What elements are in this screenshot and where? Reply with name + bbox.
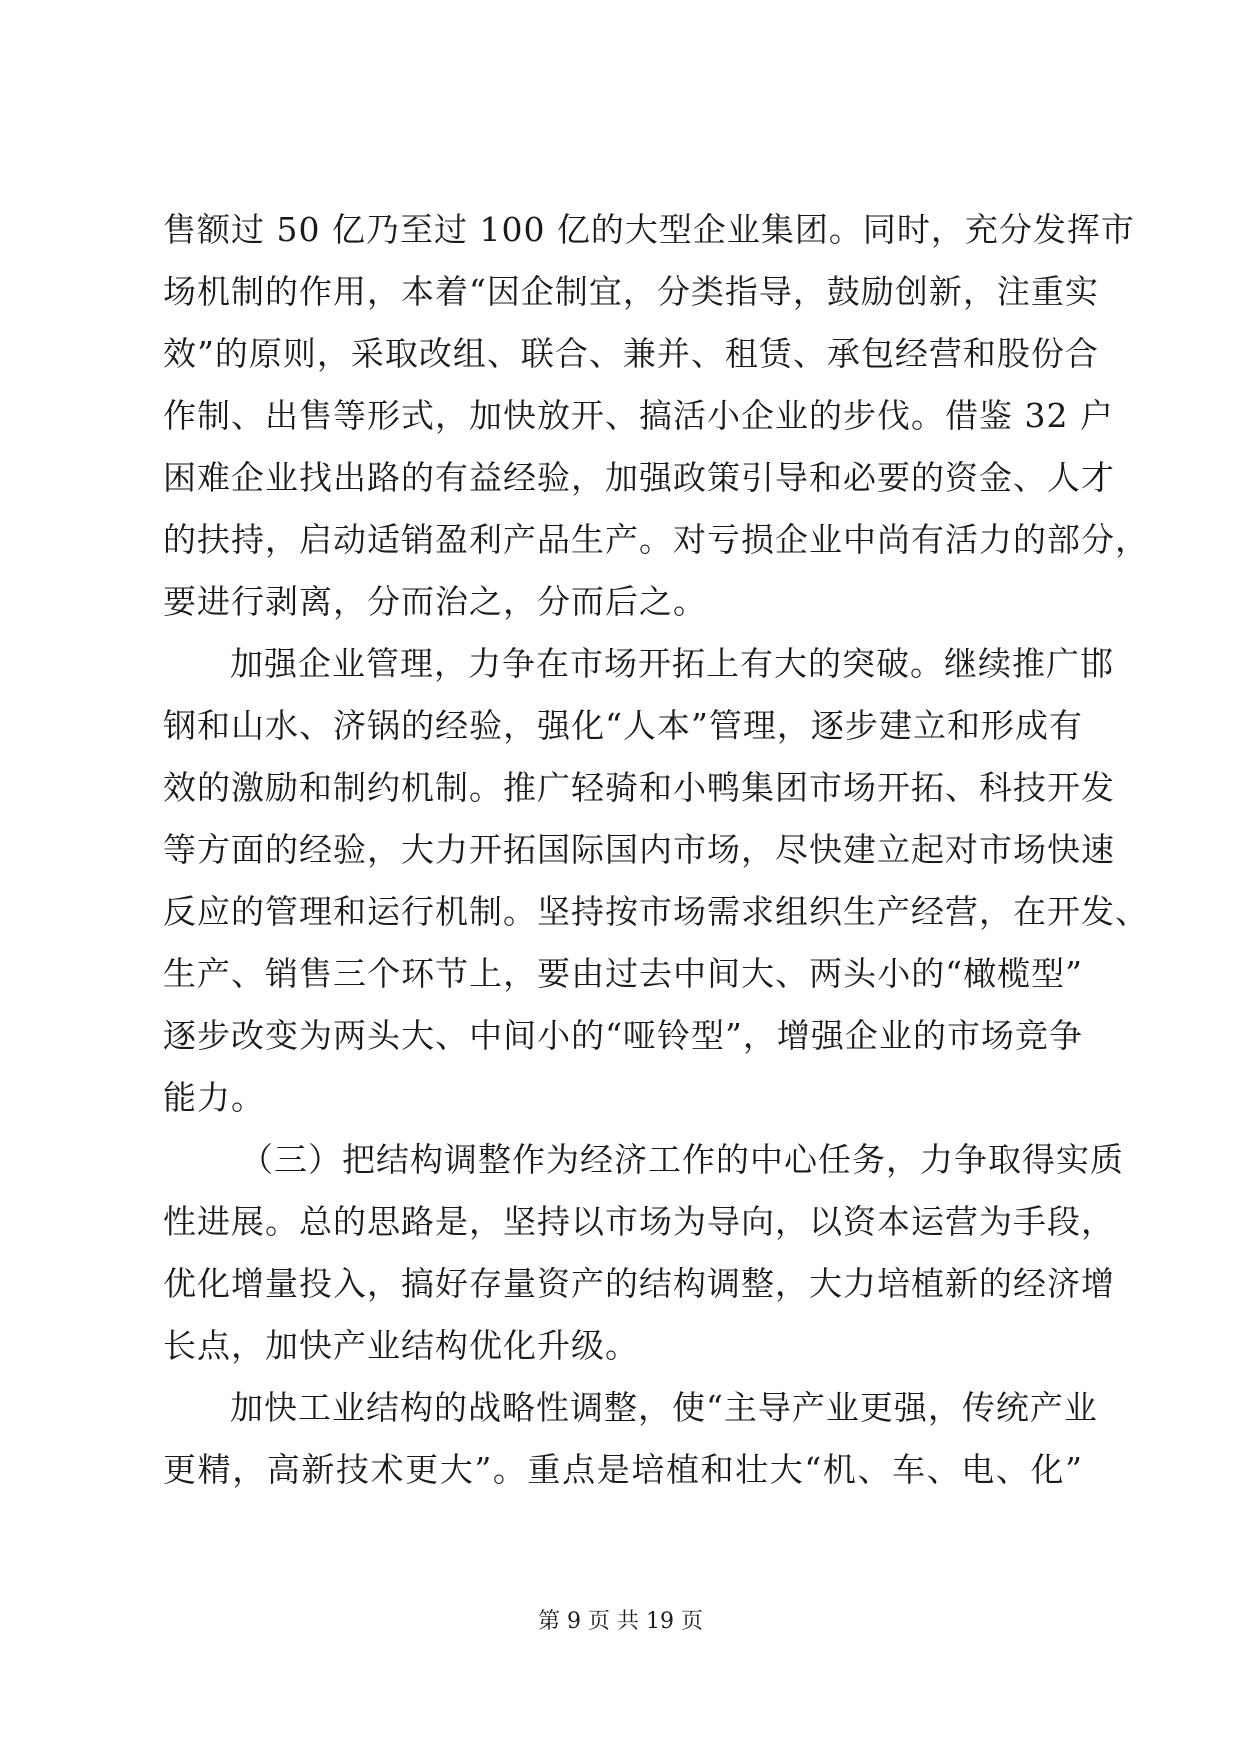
text-line-17: 性进展。总的思路是，坚持以市场为导向，以资本运营为手段，	[163, 1202, 1115, 1241]
text-line-3: 效”的原则，采取改组、联合、兼并、租赁、承包经营和股份合	[163, 334, 1099, 373]
section-heading-line: （三）把结构调整作为经济工作的中心任务，力争取得实质	[240, 1140, 1124, 1179]
text-line-9: 钢和山水、济锅的经验，强化“人本”管理，逐步建立和形成有	[163, 706, 1083, 745]
text-line-14: 逐步改变为两头大、中间小的“哑铃型”，增强企业的市场竞争	[163, 1016, 1083, 1055]
text-line-1: 售额过 50 亿乃至过 100 亿的大型企业集团。同时，充分发挥市	[163, 210, 1135, 249]
text-line-21: 更精，高新技术更大”。重点是培植和壮大“机、车、电、化”	[163, 1450, 1083, 1489]
text-line-18: 优化增量投入，搞好存量资产的结构调整，大力培植新的经济增	[163, 1264, 1115, 1303]
text-line-15: 能力。	[163, 1078, 265, 1117]
text-line-13: 生产、销售三个环节上，要由过去中间大、两头小的“橄榄型”	[163, 954, 1083, 993]
text-line-5: 困难企业找出路的有益经验，加强政策引导和必要的资金、人才	[163, 458, 1115, 497]
text-line-20: 加快工业结构的战略性调整，使“主导产业更强，传统产业	[230, 1388, 1098, 1427]
text-line-11: 等方面的经验，大力开拓国际国内市场，尽快建立起对市场快速	[163, 830, 1115, 869]
page-number-footer: 第 9 页 共 19 页	[538, 1609, 703, 1634]
text-line-10: 效的激励和制约机制。推广轻骑和小鸭集团市场开拓、科技开发	[163, 768, 1115, 807]
text-line-6: 的扶持，启动适销盈利产品生产。对亏损企业中尚有活力的部分，	[163, 520, 1149, 559]
text-line-7: 要进行剥离，分而治之，分而后之。	[163, 582, 707, 621]
text-line-2: 场机制的作用，本着“因企制宜，分类指导，鼓励创新，注重实	[163, 272, 1099, 311]
text-line-19: 长点，加快产业结构优化升级。	[163, 1326, 639, 1365]
text-line-12: 反应的管理和运行机制。坚持按市场需求组织生产经营，在开发、	[163, 892, 1149, 931]
text-line-4: 作制、出售等形式，加快放开、搞活小企业的步伐。借鉴 32 户	[163, 396, 1114, 435]
text-line-8: 加强企业管理，力争在市场开拓上有大的突破。继续推广邯	[230, 644, 1114, 683]
